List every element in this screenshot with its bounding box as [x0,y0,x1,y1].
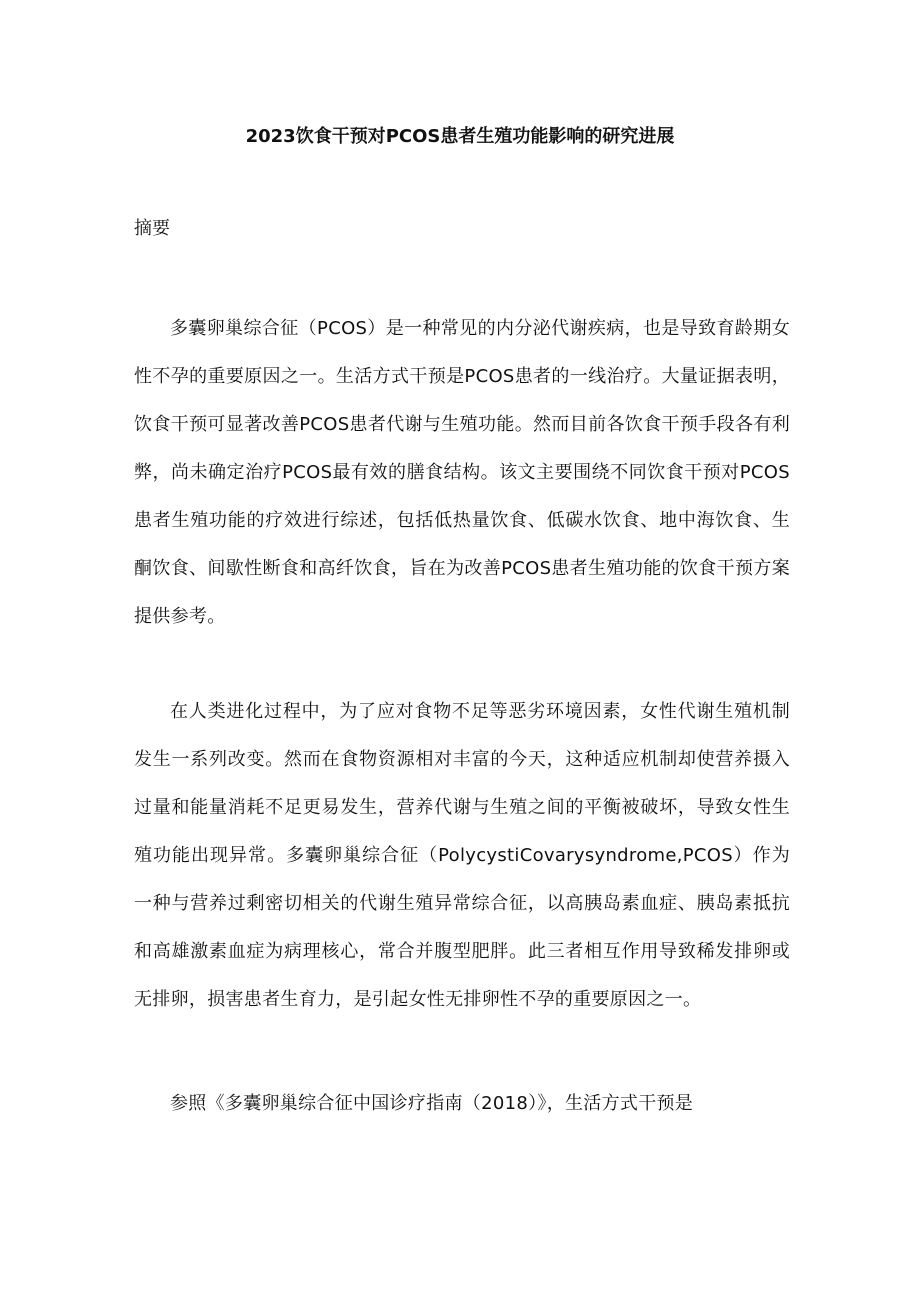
body-paragraph-1: 在人类进化过程中，为了应对食物不足等恶劣环境因素，女性代谢生殖机制发生一系列改变。然而在食物资源相对丰富的今天，这种适应机制却使营养摄入过量和能量消耗不足更易发生，营养代谢与生殖之间的平衡被破坏，导致女性生殖功能出现异常。多囊卵巢综合征（PolycystiCovarysyndrome,PCOS）作为一种与营养过剩密切相关的代谢生殖异常综合征，以高胰岛素血症、胰岛素抵抗和高雄激素血症为病理核心，常合并腹型肥胖。此三者相互作用导致稀发排卵或无排卵，损害患者生育力，是引起女性无排卵性不孕的重要原因之一。 [134,701,790,1010]
document-title: 2023饮食干预对PCOS患者生殖功能影响的研究进展 [245,126,675,147]
body-paragraph-2: 参照《多囊卵巢综合征中国诊疗指南（2018）》，生活方式干预是 [170,1093,694,1114]
abstract-paragraph: 多囊卵巢综合征（PCOS）是一种常见的内分泌代谢疾病，也是导致育龄期女性不孕的重要原因之一。生活方式干预是PCOS患者的一线治疗。大量证据表明，饮食干预可显著改善PCOS患者代谢与生殖功能。然而目前各饮食干预手段各有利弊，尚未确定治疗PCOS最有效的膳食结构。该文主要围绕不同饮食干预对PCOS患者生殖功能的疗效进行综述，包括低热量饮食、低碳水饮食、地中海饮食、生酮饮食、间歇性断食和高纤饮食，旨在为改善PCOS患者生殖功能的饮食干预方案提供参考。 [134,318,790,627]
abstract-heading: 摘要 [134,218,170,239]
